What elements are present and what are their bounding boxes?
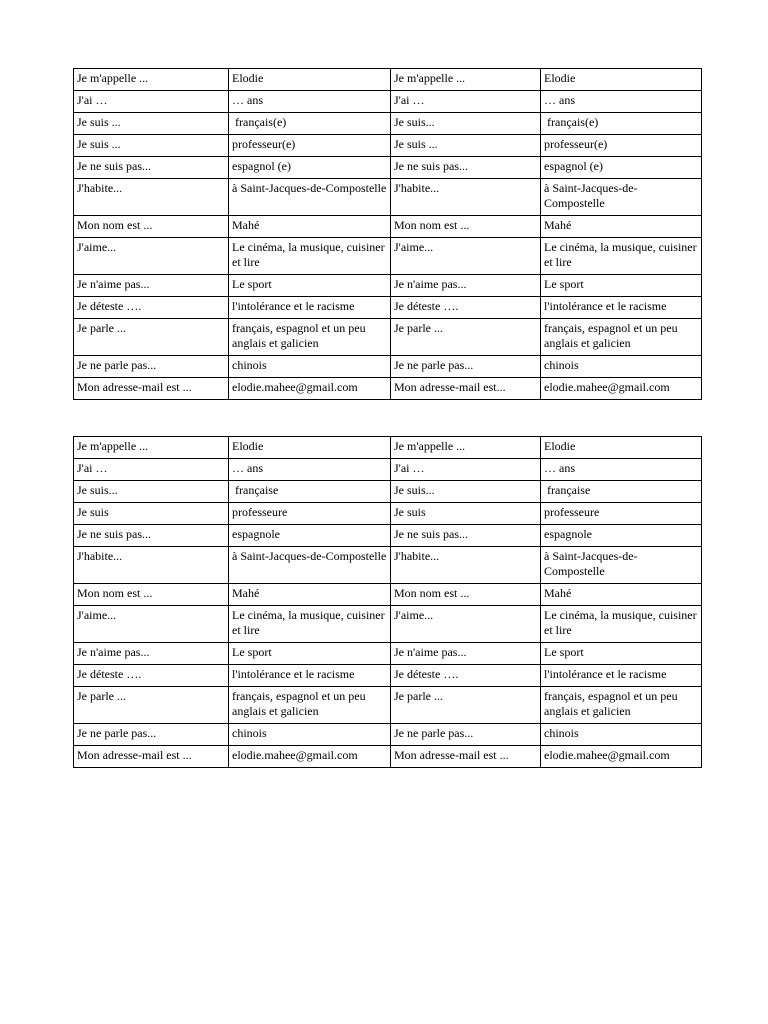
table-cell: chinois	[229, 724, 391, 746]
table-cell: Le sport	[541, 643, 702, 665]
table-cell: Je déteste ….	[391, 665, 541, 687]
table-cell: Je suis...	[391, 113, 541, 135]
table-row	[74, 319, 702, 356]
table-cell: Je suis ...	[391, 135, 541, 157]
table-cell: J'ai …	[391, 459, 541, 481]
table-cell: J'aime...	[391, 238, 541, 275]
table-cell: Je m'appelle ...	[74, 437, 229, 459]
profile-table-2	[73, 436, 702, 768]
table-cell: Mon adresse-mail est ...	[74, 378, 229, 400]
table-cell: … ans	[541, 459, 702, 481]
table-cell: professeure	[229, 503, 391, 525]
table-row	[74, 503, 702, 525]
table-cell: Je n'aime pas...	[391, 643, 541, 665]
table-row	[74, 69, 702, 91]
table-cell: chinois	[229, 356, 391, 378]
table-cell: à Saint-Jacques-de-Compostelle	[229, 547, 391, 584]
profile-table-1	[73, 68, 702, 400]
table-row	[74, 179, 702, 216]
table-cell: français, espagnol et un peu anglais et galicien	[229, 319, 391, 356]
table-row	[74, 113, 702, 135]
table-cell: Mahé	[229, 216, 391, 238]
table-cell: Je déteste ….	[74, 297, 229, 319]
table-cell: Le sport	[229, 275, 391, 297]
table-cell: Je ne suis pas...	[74, 157, 229, 179]
table-cell: à Saint-Jacques-de-Compostelle	[541, 547, 702, 584]
table-cell: elodie.mahee@gmail.com	[541, 746, 702, 768]
table-cell: J'habite...	[74, 179, 229, 216]
table-cell: Je m'appelle ...	[74, 69, 229, 91]
table-cell: Mon adresse-mail est ...	[74, 746, 229, 768]
table-cell: J'aime...	[74, 238, 229, 275]
table-cell: Le sport	[229, 643, 391, 665]
table-cell: Mon adresse-mail est ...	[391, 746, 541, 768]
table-row	[74, 135, 702, 157]
table-cell: Je ne parle pas...	[74, 724, 229, 746]
table-cell: Mon nom est ...	[391, 216, 541, 238]
table-cell: espagnole	[229, 525, 391, 547]
table-cell: française	[541, 481, 702, 503]
table-cell: professeur(e)	[541, 135, 702, 157]
table-cell: Je ne parle pas...	[391, 724, 541, 746]
table-row	[74, 746, 702, 768]
table-row	[74, 584, 702, 606]
table-cell: à Saint-Jacques-de-Compostelle	[541, 179, 702, 216]
table-cell: Je parle ...	[391, 319, 541, 356]
table-cell: professeure	[541, 503, 702, 525]
table-row	[74, 157, 702, 179]
table-cell: Elodie	[541, 69, 702, 91]
table-cell: Je ne suis pas...	[74, 525, 229, 547]
table-cell: français, espagnol et un peu anglais et galicien	[229, 687, 391, 724]
table-cell: … ans	[541, 91, 702, 113]
table-cell: Je ne suis pas...	[391, 157, 541, 179]
table-row	[74, 643, 702, 665]
table-cell: Le cinéma, la musique, cuisiner et lire	[229, 606, 391, 643]
table-cell: l'intolérance et le racisme	[229, 665, 391, 687]
table-cell: Mahé	[541, 584, 702, 606]
table-cell: Je ne parle pas...	[74, 356, 229, 378]
table-cell: Elodie	[229, 437, 391, 459]
table-cell: Je suis	[391, 503, 541, 525]
table-cell: Mon nom est ...	[74, 216, 229, 238]
table-cell: … ans	[229, 459, 391, 481]
table-cell: J'aime...	[74, 606, 229, 643]
table-row	[74, 356, 702, 378]
table-cell: J'habite...	[74, 547, 229, 584]
table-cell: Je n'aime pas...	[74, 275, 229, 297]
table-cell: français(e)	[541, 113, 702, 135]
table-cell: l'intolérance et le racisme	[541, 665, 702, 687]
table-cell: … ans	[229, 91, 391, 113]
table-cell: l'intolérance et le racisme	[229, 297, 391, 319]
table-cell: J'ai …	[391, 91, 541, 113]
table-cell: elodie.mahee@gmail.com	[229, 378, 391, 400]
table-row	[74, 238, 702, 275]
table-cell: Mahé	[541, 216, 702, 238]
table-cell: Je n'aime pas...	[391, 275, 541, 297]
table-cell: elodie.mahee@gmail.com	[229, 746, 391, 768]
table-row	[74, 525, 702, 547]
table-cell: Mahé	[229, 584, 391, 606]
table-cell: Le cinéma, la musique, cuisiner et lire	[541, 606, 702, 643]
table-row	[74, 378, 702, 400]
table-row	[74, 687, 702, 724]
table-row	[74, 606, 702, 643]
table-cell: Mon nom est ...	[391, 584, 541, 606]
table-row	[74, 459, 702, 481]
table-cell: Le cinéma, la musique, cuisiner et lire	[229, 238, 391, 275]
table-cell: J'habite...	[391, 547, 541, 584]
table-cell: espagnol (e)	[229, 157, 391, 179]
table-cell: Mon adresse-mail est...	[391, 378, 541, 400]
table-cell: elodie.mahee@gmail.com	[541, 378, 702, 400]
table-cell: chinois	[541, 356, 702, 378]
table-row	[74, 665, 702, 687]
table-cell: Elodie	[229, 69, 391, 91]
table-cell: espagnole	[541, 525, 702, 547]
table-row	[74, 547, 702, 584]
table-cell: Je parle ...	[391, 687, 541, 724]
table-cell: professeur(e)	[229, 135, 391, 157]
table-cell: Je suis ...	[74, 135, 229, 157]
table-row	[74, 481, 702, 503]
table-cell: Je ne parle pas...	[391, 356, 541, 378]
table-cell: Le cinéma, la musique, cuisiner et lire	[541, 238, 702, 275]
table-cell: J'aime...	[391, 606, 541, 643]
table-cell: français(e)	[229, 113, 391, 135]
table-row	[74, 216, 702, 238]
table-cell: chinois	[541, 724, 702, 746]
table-cell: Je déteste ….	[391, 297, 541, 319]
table-row	[74, 724, 702, 746]
table-cell: à Saint-Jacques-de-Compostelle	[229, 179, 391, 216]
table-cell: espagnol (e)	[541, 157, 702, 179]
table-row	[74, 275, 702, 297]
table-cell: Je n'aime pas...	[74, 643, 229, 665]
table-cell: Je m'appelle ...	[391, 69, 541, 91]
table-cell: Je suis ...	[74, 113, 229, 135]
table-cell: Elodie	[541, 437, 702, 459]
table-cell: français, espagnol et un peu anglais et galicien	[541, 319, 702, 356]
table-cell: Je ne suis pas...	[391, 525, 541, 547]
table-cell: J'ai …	[74, 91, 229, 113]
table-cell: Je suis	[74, 503, 229, 525]
table-row	[74, 437, 702, 459]
table-cell: l'intolérance et le racisme	[541, 297, 702, 319]
table-cell: J'ai …	[74, 459, 229, 481]
table-cell: Je déteste ….	[74, 665, 229, 687]
table-cell: Mon nom est ...	[74, 584, 229, 606]
table-row	[74, 297, 702, 319]
table-cell: français, espagnol et un peu anglais et galicien	[541, 687, 702, 724]
table-cell: J'habite...	[391, 179, 541, 216]
table-cell: Je parle ...	[74, 319, 229, 356]
table-cell: Je parle ...	[74, 687, 229, 724]
table-row	[74, 91, 702, 113]
table-cell: française	[229, 481, 391, 503]
table-cell: Je m'appelle ...	[391, 437, 541, 459]
table-cell: Je suis...	[74, 481, 229, 503]
table-cell: Je suis...	[391, 481, 541, 503]
table-cell: Le sport	[541, 275, 702, 297]
